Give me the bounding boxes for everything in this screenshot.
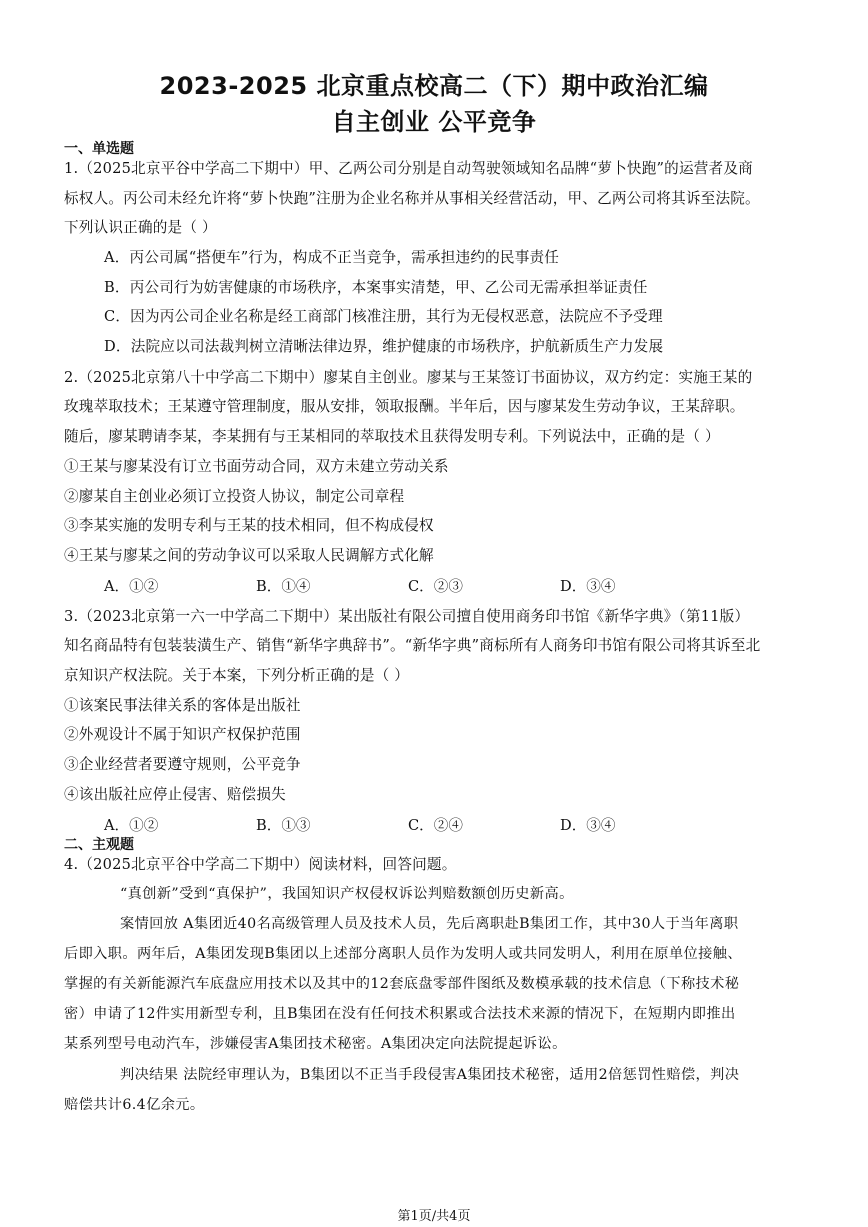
q3-choice-b: B．①③ — [256, 817, 311, 834]
q1-option-d: D．法院应以司法裁判树立清晰法律边界，维护健康的市场秩序，护航新质生产力发展 — [104, 338, 664, 355]
q3-statement: ③企业经营者要遵守规则，公平竞争 — [64, 756, 301, 773]
q4-material-line: 赔偿共计6.4亿余元。 — [64, 1097, 205, 1113]
q4-material-line: 判决结果 法院经审理认为，B集团以不正当手段侵害A集团技术秘密，适用2倍惩罚性赔偿，判决 — [120, 1067, 740, 1083]
q4-material-line: 掌握的有关新能源汽车底盘应用技术以及其中的12套底盘零部件图纸及数模承载的技术信息（下称技术秘 — [64, 976, 740, 992]
q2-line: 玫瑰萃取技术；王某遵守管理制度，服从安排，领取报酬。半年后，因与廖某发生劳动争议，王某辞职。 — [64, 398, 745, 415]
page-subtitle: 自主创业 公平竞争 — [331, 108, 537, 136]
q2-statement: ②廖某自主创业必须订立投资人协议，制定公司章程 — [64, 488, 405, 505]
q3-choices — [104, 814, 712, 835]
q2-choice-a: A．①② — [104, 578, 159, 595]
q2-statement: ④王某与廖某之间的劳动争议可以采取人民调解方式化解 — [64, 547, 434, 564]
q3-line: 3.（2023北京第一六一中学高二下期中）某出版社有限公司擅自使用商务印书馆《新华字典》（第11版） — [64, 608, 750, 625]
q3-statement: ①该案民事法律关系的客体是出版社 — [64, 697, 301, 714]
q1-line: 标权人。丙公司未经允许将“萝卜快跑”注册为企业名称并从事相关经营活动，甲、乙两公司将其诉至法院。 — [64, 190, 760, 207]
page-title: 2023-2025 北京重点校高二（下）期中政治汇编 — [159, 72, 709, 100]
q2-choice-c: C．②③ — [408, 578, 463, 595]
q2-line: 随后，廖某聘请李某，李某拥有与王某相同的萃取技术且获得发明专利。下列说法中，正确的是（ ） — [64, 428, 720, 445]
q1-option-a: A．丙公司属“搭便车”行为，构成不正当竞争，需承担违约的民事责任 — [104, 249, 560, 266]
q3-choice-a: A．①② — [104, 817, 159, 834]
q2-choices — [104, 575, 712, 596]
q3-choice-c: C．②④ — [408, 817, 463, 834]
q3-line: 知名商品特有包装装潢生产、销售“新华字典辞书”。“新华字典”商标所有人商务印书馆有限公司将其诉至北 — [64, 637, 761, 654]
q1-line: 1.（2025北京平谷中学高二下期中）甲、乙两公司分别是自动驾驶领域知名品牌“萝卜快跑”的运营者及商 — [64, 160, 753, 177]
q4-intro: 4.（2025北京平谷中学高二下期中）阅读材料，回答问题。 — [64, 856, 457, 873]
q3-line: 京知识产权法院。关于本案，下列分析正确的是（ ） — [64, 667, 410, 684]
q3-statement: ④该出版社应停止侵害、赔偿损失 — [64, 786, 286, 803]
q4-material-line: 案情回放 A集团近40名高级管理人员及技术人员，先后离职赴B集团工作，其中30人于当年离职 — [120, 916, 739, 932]
q2-choice-b: B．①④ — [256, 578, 311, 595]
q1-line: 下列认识正确的是（ ） — [64, 219, 217, 236]
q2-line: 2.（2025北京第八十中学高二下期中）廖某自主创业。廖某与王某签订书面协议，双方约定：实施王某的 — [64, 369, 753, 386]
q4-material-line: 某系列型号电动汽车，涉嫌侵害A集团技术秘密。A集团决定向法院提起诉讼。 — [64, 1036, 567, 1052]
section-heading-subjective: 二、主观题 — [64, 837, 134, 853]
q1-option-b: B．丙公司行为妨害健康的市场秩序，本案事实清楚，甲、乙公司无需承担举证责任 — [104, 279, 648, 296]
q1-option-c: C．因为丙公司企业名称是经工商部门核准注册，其行为无侵权恶意，法院应不予受理 — [104, 308, 663, 325]
section-heading-single-choice: 一、单选题 — [64, 141, 134, 157]
q2-statement: ③李某实施的发明专利与王某的技术相同，但不构成侵权 — [64, 517, 434, 534]
q4-material-line: “真创新”受到“真保护”，我国知识产权侵权诉讼判赔数额创历史新高。 — [120, 886, 574, 902]
q2-choice-d: D．③④ — [560, 578, 616, 595]
page-number: 第1页/共4页 — [397, 1209, 471, 1224]
q3-statement: ②外观设计不属于知识产权保护范围 — [64, 726, 301, 743]
q2-statement: ①王某与廖某没有订立书面劳动合同，双方未建立劳动关系 — [64, 458, 449, 475]
q4-material-line: 密）申请了12件实用新型专利，且B集团在没有任何技术积累或合法技术来源的情况下，在短期内即推出 — [64, 1006, 736, 1022]
q3-choice-d: D．③④ — [560, 817, 616, 834]
q4-material-line: 后即入职。两年后，A集团发现B集团以上述部分离职人员作为发明人或共同发明人，利用在原单位接触、 — [64, 946, 742, 962]
